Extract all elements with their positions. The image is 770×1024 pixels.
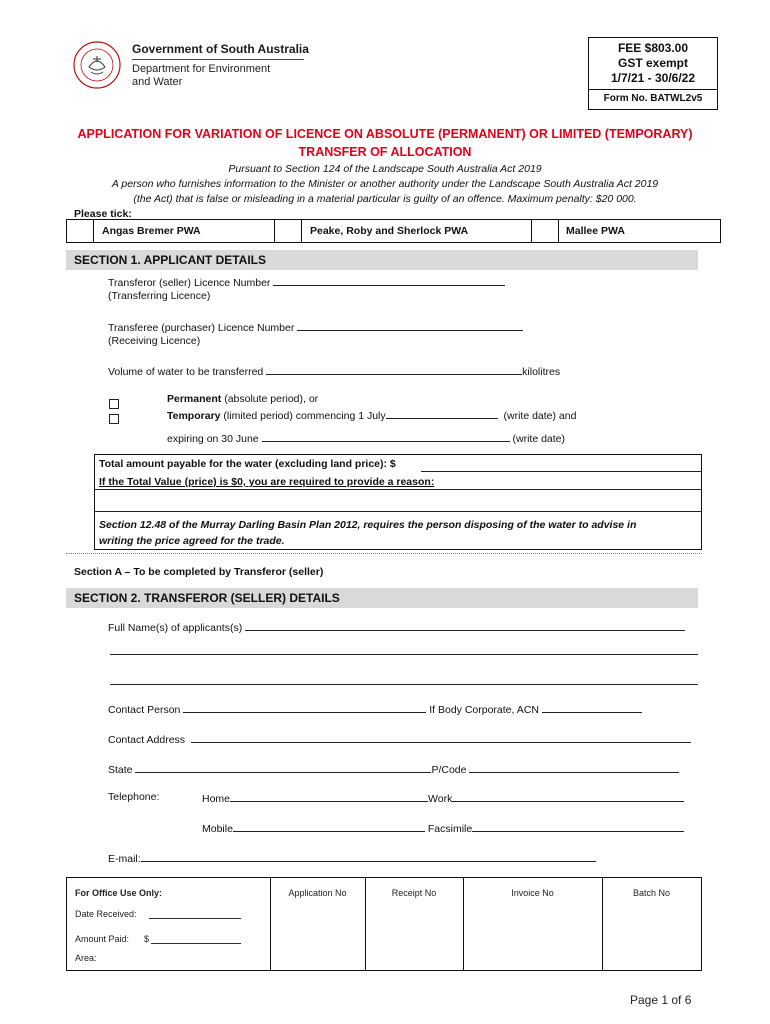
transferee-licence-sublabel: (Receiving Licence) (108, 335, 201, 347)
mdba-note-line-1: Section 12.48 of the Murray Darling Basin Plan 2012, requires the person disposing of the water to advise in (99, 519, 637, 531)
section-2-heading: SECTION 2. TRANSFEROR (SELLER) DETAILS (74, 591, 340, 605)
full-name-line-2[interactable] (110, 654, 698, 655)
form-title-line-1: APPLICATION FOR VARIATION OF LICENCE ON ABSOLUTE (PERMANENT) OR LIMITED (TEMPORARY) (77, 127, 693, 141)
section-a-note: Section A – To be completed by Transferor (seller) (74, 566, 324, 578)
batch-no-header: Batch No (632, 888, 671, 898)
zero-price-reason-label: If the Total Value (price) is $0, you are required to provide a reason: (99, 476, 435, 488)
fee-box-divider (589, 89, 717, 90)
angas-bremer-label: Angas Bremer PWA (102, 225, 201, 237)
total-amount-box (94, 454, 702, 550)
total-amount-label: Total amount payable for the water (excluding land price): $ (99, 458, 396, 470)
date-received-line[interactable] (149, 918, 241, 919)
transferor-licence-field[interactable]: Transferor (seller) Licence Number (108, 275, 505, 289)
page-number: Page 1 of 6 (630, 993, 692, 1007)
fee-period: 1/7/21 - 30/6/22 (610, 71, 696, 85)
angas-bremer-checkbox[interactable] (66, 219, 94, 243)
gst-status: GST exempt (617, 56, 689, 70)
mobile-facsimile-field[interactable]: Mobile Facsimile (202, 821, 684, 835)
form-number: Form No. BATWL2v5 (603, 93, 703, 104)
reason-line-2[interactable] (95, 511, 701, 512)
invoice-no-header: Invoice No (511, 888, 554, 898)
application-no-header: Application No (288, 888, 347, 898)
contact-person-field[interactable]: Contact Person If Body Corporate, ACN (108, 702, 642, 716)
transferor-licence-sublabel: (Transferring Licence) (108, 290, 211, 302)
department-line-2: and Water (132, 76, 183, 88)
mallee-label: Mallee PWA (566, 225, 625, 237)
fee-box (588, 37, 718, 110)
total-amount-input-line[interactable] (421, 471, 701, 472)
mdba-note-line-2: writing the price agreed for the trade. (99, 535, 285, 547)
penalty-warning-2: (the Act) that is false or misleading in a material particular is guilty of an offence. Maximum penalty: $20 000. (133, 193, 637, 205)
amount-paid-dollar: $ (144, 934, 150, 944)
amount-paid-line[interactable] (151, 943, 241, 944)
email-field[interactable]: E-mail: (108, 851, 596, 865)
section-1-heading: SECTION 1. APPLICANT DETAILS (74, 253, 267, 267)
state-postcode-field[interactable]: State P/Code (108, 762, 679, 776)
section-1-heading-bar (66, 250, 698, 270)
full-name-field[interactable]: Full Name(s) of applicants(s) (108, 620, 685, 634)
temporary-checkbox[interactable] (109, 411, 119, 429)
receipt-no-header: Receipt No (391, 888, 437, 898)
pursuant-text: Pursuant to Section 124 of the Landscape South Australia Act 2019 (228, 163, 542, 175)
peake-roby-sherlock-label: Peake, Roby and Sherlock PWA (310, 225, 469, 237)
expiring-date-field[interactable]: expiring on 30 June (write date) (167, 433, 566, 445)
amount-paid-label: Amount Paid: (75, 934, 130, 944)
header-divider (132, 59, 304, 60)
fee-amount: FEE $803.00 (617, 41, 689, 55)
home-work-phone-field[interactable]: Home Work (202, 791, 684, 805)
permanent-option-label: Permanent (absolute period), or (167, 393, 319, 405)
full-name-line-3[interactable] (110, 684, 698, 685)
reason-line-1[interactable] (95, 489, 701, 490)
office-use-title: For Office Use Only: (75, 888, 163, 898)
government-title: Government of South Australia (132, 42, 309, 56)
penalty-warning-1: A person who furnishes information to the Minister or another authority under the Landscape South Australia Act 2019 (111, 178, 659, 190)
department-line-1: Department for Environment (132, 63, 271, 75)
dotted-separator (66, 553, 702, 554)
contact-address-field[interactable]: Contact Address (108, 732, 691, 746)
date-received-label: Date Received: (75, 909, 137, 919)
peake-roby-sherlock-checkbox[interactable] (274, 219, 302, 243)
government-seal-icon (72, 40, 122, 90)
please-tick-label: Please tick: (74, 208, 132, 220)
temporary-option-field[interactable]: Temporary (limited period) commencing 1 July (write date) and (167, 410, 577, 422)
office-use-table (66, 877, 702, 971)
area-label: Area: (75, 953, 97, 963)
volume-field[interactable]: Volume of water to be transferred kilolitres (108, 366, 561, 378)
transferee-licence-field[interactable]: Transferee (purchaser) Licence Number (108, 320, 523, 334)
form-title-line-2: TRANSFER OF ALLOCATION (298, 145, 472, 159)
telephone-label: Telephone: (108, 791, 160, 803)
section-2-heading-bar (66, 588, 698, 608)
mallee-checkbox[interactable] (531, 219, 559, 243)
pwa-selection-row (66, 219, 721, 243)
